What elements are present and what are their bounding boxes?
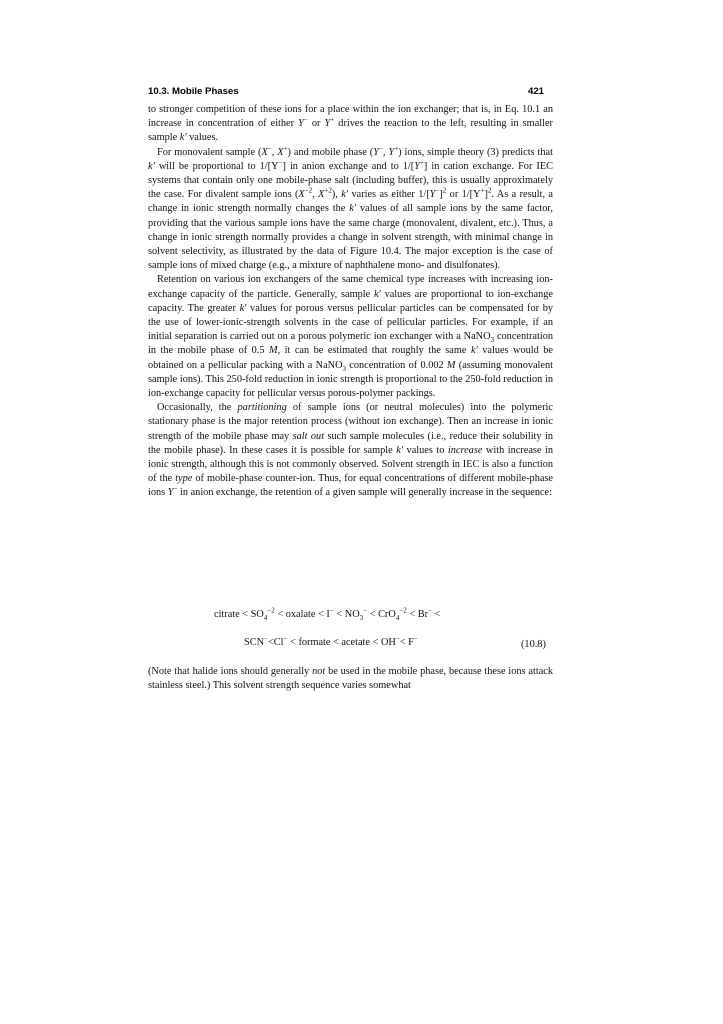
body-text	[148, 103, 553, 501]
paragraph: Occasionally, the partitioning of sample ions (or neutral molecules) into the polymeric stationary phase is the major retention process (without ion exchange). Then an increase in ionic strength of the mobile phase may salt out such sample molecules (i.e., reduce their solubility in the mobile phase). In these cases it is possible for sample k′ values to increase with increase in ionic strength, although this is not commonly observed. Solvent strength in IEC is also a function of the type of mobile-phase counter-ion. Thus, for equal concentrations of different mobile-phase ions Y− in anion exchange, the retention of a given sample will generally increase in the sequence:	[148, 402, 553, 499]
equation-line-2: SCN−<Cl− < formate < acetate < OH−< F−	[244, 634, 418, 648]
equation-line-1: citrate < $SO_4^{-2}$ < oxalate < $I^- < NO_3^- < CrO_4^{-2} < Br^-$ <	[214, 606, 441, 623]
equation-number: (10.8)	[521, 639, 546, 650]
section-title: 10.3. Mobile Phases	[148, 86, 239, 97]
paragraph: (Note that halide ions should generally not be used in the mobile phase, because these ions attack stainless steel.) This solvent strength sequence varies somewhat	[148, 666, 553, 692]
paragraph: to stronger competition of these ions for a place within the ion exchanger; that is, in Eq. 10.1 an increase in concentration of either Y− or Y+ drives the reaction to the left, resulting in smaller sample k′ values.	[148, 104, 553, 144]
paragraph: For monovalent sample (X−, X+) and mobile phase (Y−, Y+) ions, simple theory (3) predicts that k′ will be proportional to 1/[Y−] in anion exchange and to 1/[Y+] in cation exchange. For IEC systems that contain only one mobile-phase salt (including buffer), this is usually approximately the case. For divalent sample ions ($X^{-2}$, $X^{+2}$), k′ varies as either $1/[Y^-]^2$ or $1/[Y^+]^2$. As a result, a change in ionic strength normally changes the k′ values of all sample ions by the same factor, providing that the various sample ions have the same charge (monovalent, divalent, etc.). Thus, a change in ionic strength normally provides a change in solvent strength, with minimal change in solvent selectivity, as illustrated by the data of Figure 10.4. The major exception is the case of sample ions of mixed charge (e.g., a mixture of naphthalene mono- and disulfonates).	[148, 144, 553, 272]
paragraph: Retention on various ion exchangers of the same chemical type increases with increasing ion-exchange capacity of the particle. Generally, sample k′ values are proportional to ion-exchange capacity. The greater k′ values for porous versus pellicular particles can be compensated for by the use of lower-ionic-strength solvents in the case of pellicular particles. For example, if an initial separation is carried out on a porous polymeric ion exchanger with a NaNO$_3$ concentration in the mobile phase of 0.5 M, it can be estimated that roughly the same k′ values would be obtained on a pellicular packing with a NaNO$_3$ concentration of 0.002 M (assuming monovalent sample ions). This 250-fold reduction in ionic strength is proportional to the 250-fold reduction in ion-exchange capacity for pellicular versus porous-polymer packings.	[148, 274, 554, 400]
running-header	[148, 86, 556, 97]
body-text-continued	[148, 665, 553, 693]
page-number: 421	[527, 86, 544, 97]
